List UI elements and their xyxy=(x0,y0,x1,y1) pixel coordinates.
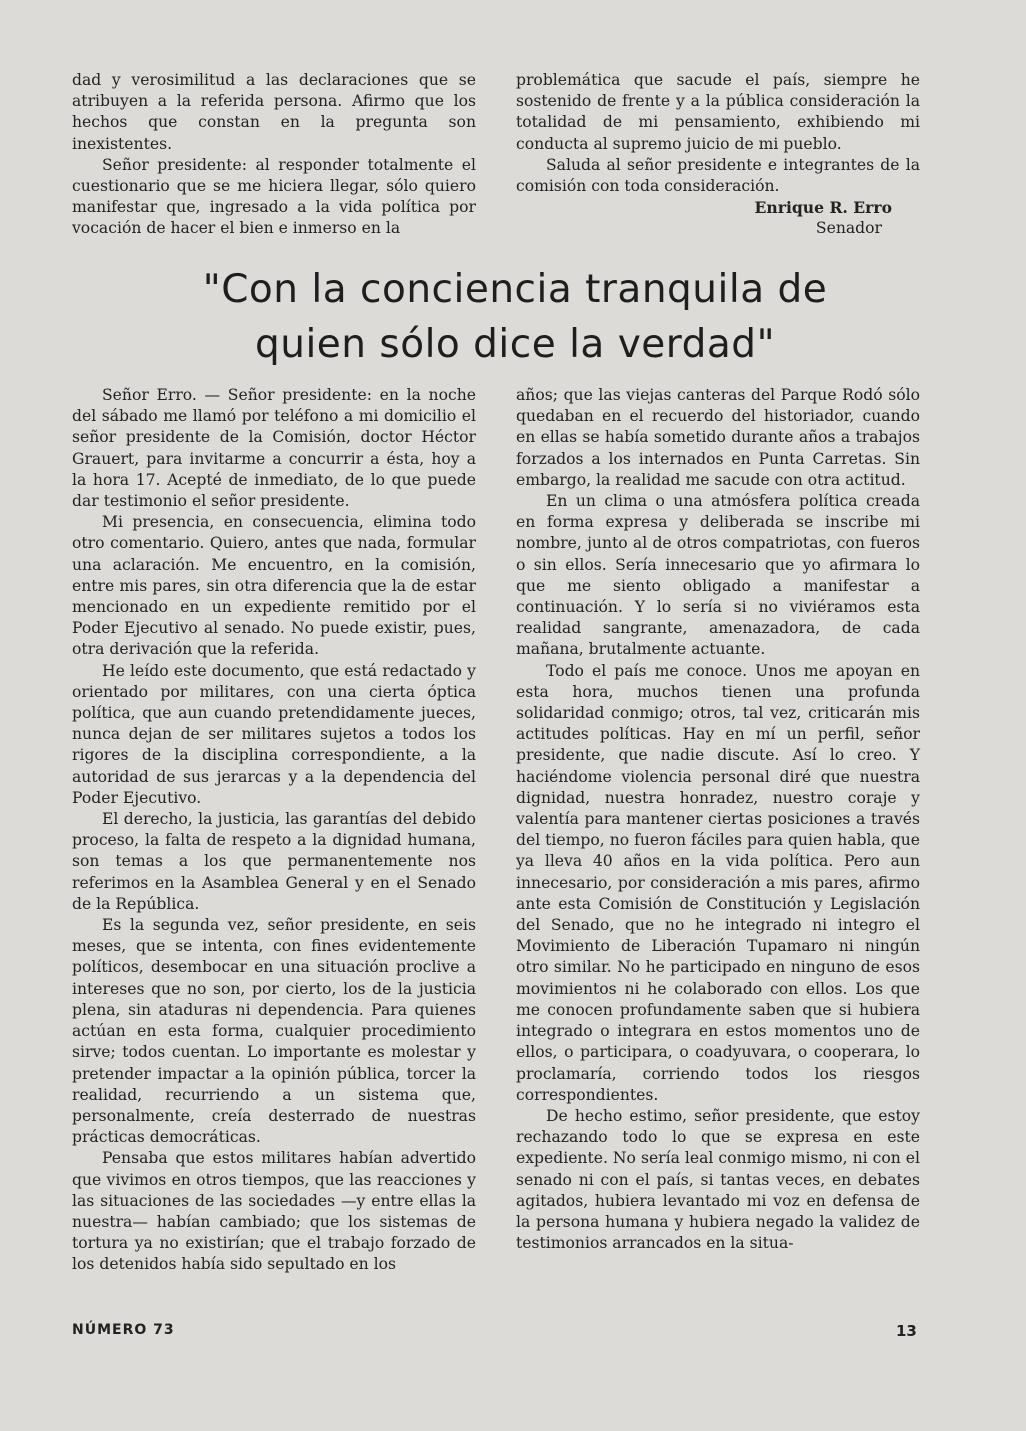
paragraph: El derecho, la justicia, las garantías del debido proceso, la falta de respeto a la dignidad humana, son temas a los que permanentemente nos referimos en la Asamblea General y en el Senado de la República. xyxy=(72,810,476,913)
paragraph: De hecho estimo, señor presidente, que estoy rechazando todo lo que se expresa en este expediente. No sería leal conmigo mismo, ni con el senado ni con el país, si tantas veces, en debates agitados, hubiera levantado mi voz en defensa de la persona humana y hubiera negado la validez de testimonios arrancados en la situa- xyxy=(516,1106,920,1253)
paragraph: He leído este documento, que está redactado y orientado por militares, con una cierta óptica política, que aun cuando pretendidamente jueces, nunca dejan de ser militares sujetos a todos los rigores de la disciplina correspondiente, a la autoridad de sus jerarcas y a la dependencia del Poder Ejecutivo. xyxy=(72,661,476,807)
body-right-column xyxy=(516,385,920,1254)
headline-line-2: quien sólo dice la verdad" xyxy=(254,322,776,367)
speaker-label: Señor Erro. xyxy=(102,386,197,404)
headline-line-1: "Con la conciencia tranquila de xyxy=(202,267,828,312)
paragraph-text: — Señor presidente: en la noche del sábado me llamó por teléfono a mi domicilio el señor presidente de la Comisión, doctor Héctor Grauert, para invitarme a concurrir a ésta, hoy a la hora 17. Acepté de inmediato, de lo que puede dar testimonio el señor presidente. xyxy=(72,386,476,511)
paragraph: Todo el país me conoce. Unos me apoyan en esta hora, muchos tienen una profunda solidaridad conmigo; otros, tal vez, criticarán mis actitudes políticas. Hay en mí un perfil, señor presidente, que nadie discute. Así lo creo. Y haciéndome violencia personal diré que nuestra dignidad, nuestra honradez, nuestro coraje y valentía para mantener ciertas posiciones a través del tiempo, no fueron fáciles para quien habla, que ya lleva 40 años en la vida política. Pero aun innecesario, por consideración a mis pares, afirmo ante esta Comisión de Constitución y Legislación del Senado, que no he integrado ni integro el Movimiento de Liberación Tupamaro ni ningún otro similar. No he participado en ninguno de esos movimientos ni he colaborado con ellos. Los que me conocen profundamente saben que si hubiera integrado o integrara en estos momentos uno de ellos, o participara, o coadyuvara, o cooperara, lo proclamaría, corriendo todos los riesgos correspondientes. xyxy=(516,661,920,1104)
issue-number: NÚMERO 73 xyxy=(72,1322,175,1338)
top-left-column xyxy=(72,70,476,240)
signature-name: Enrique R. Erro xyxy=(754,198,892,218)
paragraph: Pensaba que estos militares habían advertido que vivimos en otros tiempos, que las reacciones y las situaciones de las sociedades —y entre ellas la nuestra— habían cambiado; que los sistemas de tortura ya no existirían; que el trabajo forzado de los detenidos había sido sepultado en los xyxy=(72,1149,476,1274)
paragraph: años; que las viejas canteras del Parque Rodó sólo quedaban en el recuerdo del historiador, cuando en ellas se había sometido durante años a trabajos forzados a los internados en Punta Carretas. Sin embargo, la realidad me sacude con otra actitud. xyxy=(516,386,920,489)
paragraph: Señor presidente: al responder totalmente el cuestionario que se me hiciera llegar, sólo quiero manifestar que, ingresado a la vida política por vocación de hacer el bien e inmerso en la xyxy=(72,155,476,238)
paragraph: Mi presencia, en consecuencia, elimina todo otro comentario. Quiero, antes que nada, formular una aclaración. Me encuentro, en la comisión, entre mis pares, sin otra diferencia que la de estar mencionado en un expediente remitido por el Poder Ejecutivo al senado. No puede existir, pues, otra derivación que la referida. xyxy=(72,513,476,659)
paragraph: Saluda al señor presidente e integrantes de la comisión con toda consideración. xyxy=(516,155,920,196)
headline xyxy=(120,262,910,372)
page-number: 13 xyxy=(896,1322,917,1340)
paragraph: problemática que sacude el país, siempre he sostenido de frente y a la pública consideración la totalidad de mi pensamiento, exhibiendo mi conducta al supremo juicio de mi pueblo. xyxy=(516,71,920,153)
paragraph xyxy=(72,385,476,512)
paragraph: En un clima o una atmósfera política creada en forma expresa y deliberada se inscribe mi nombre, junto al de otros compatriotas, con fueros o sin ellos. Sería innecesario que yo afirmara lo que me siento obligado a manifestar a continuación. Y lo sería si no viviéramos esta realidad sangrante, amenazadora, de cada mañana, brutalmente actuante. xyxy=(516,492,920,659)
paragraph: dad y verosimilitud a las declaraciones que se atribuyen a la referida persona. Afirmo que los hechos que constan en la pregunta son inexistentes. xyxy=(72,71,476,153)
signature-role: Senador xyxy=(815,219,882,238)
paragraph: Es la segunda vez, señor presidente, en seis meses, que se intenta, con fines evidentemente políticos, desembocar en una situación proclive a intereses que no son, por cierto, los de la justicia plena, sin ataduras ni dependencia. Para quienes actúan en esta forma, cualquier procedimiento sirve; todos cuentan. Lo importante es molestar y pretender impactar a la opinión pública, torcer la realidad, recurriendo a un sistema que, personalmente, creía desterrado de nuestras prácticas democráticas. xyxy=(72,916,476,1147)
body-left-column xyxy=(72,385,476,1276)
top-right-column xyxy=(516,70,920,240)
